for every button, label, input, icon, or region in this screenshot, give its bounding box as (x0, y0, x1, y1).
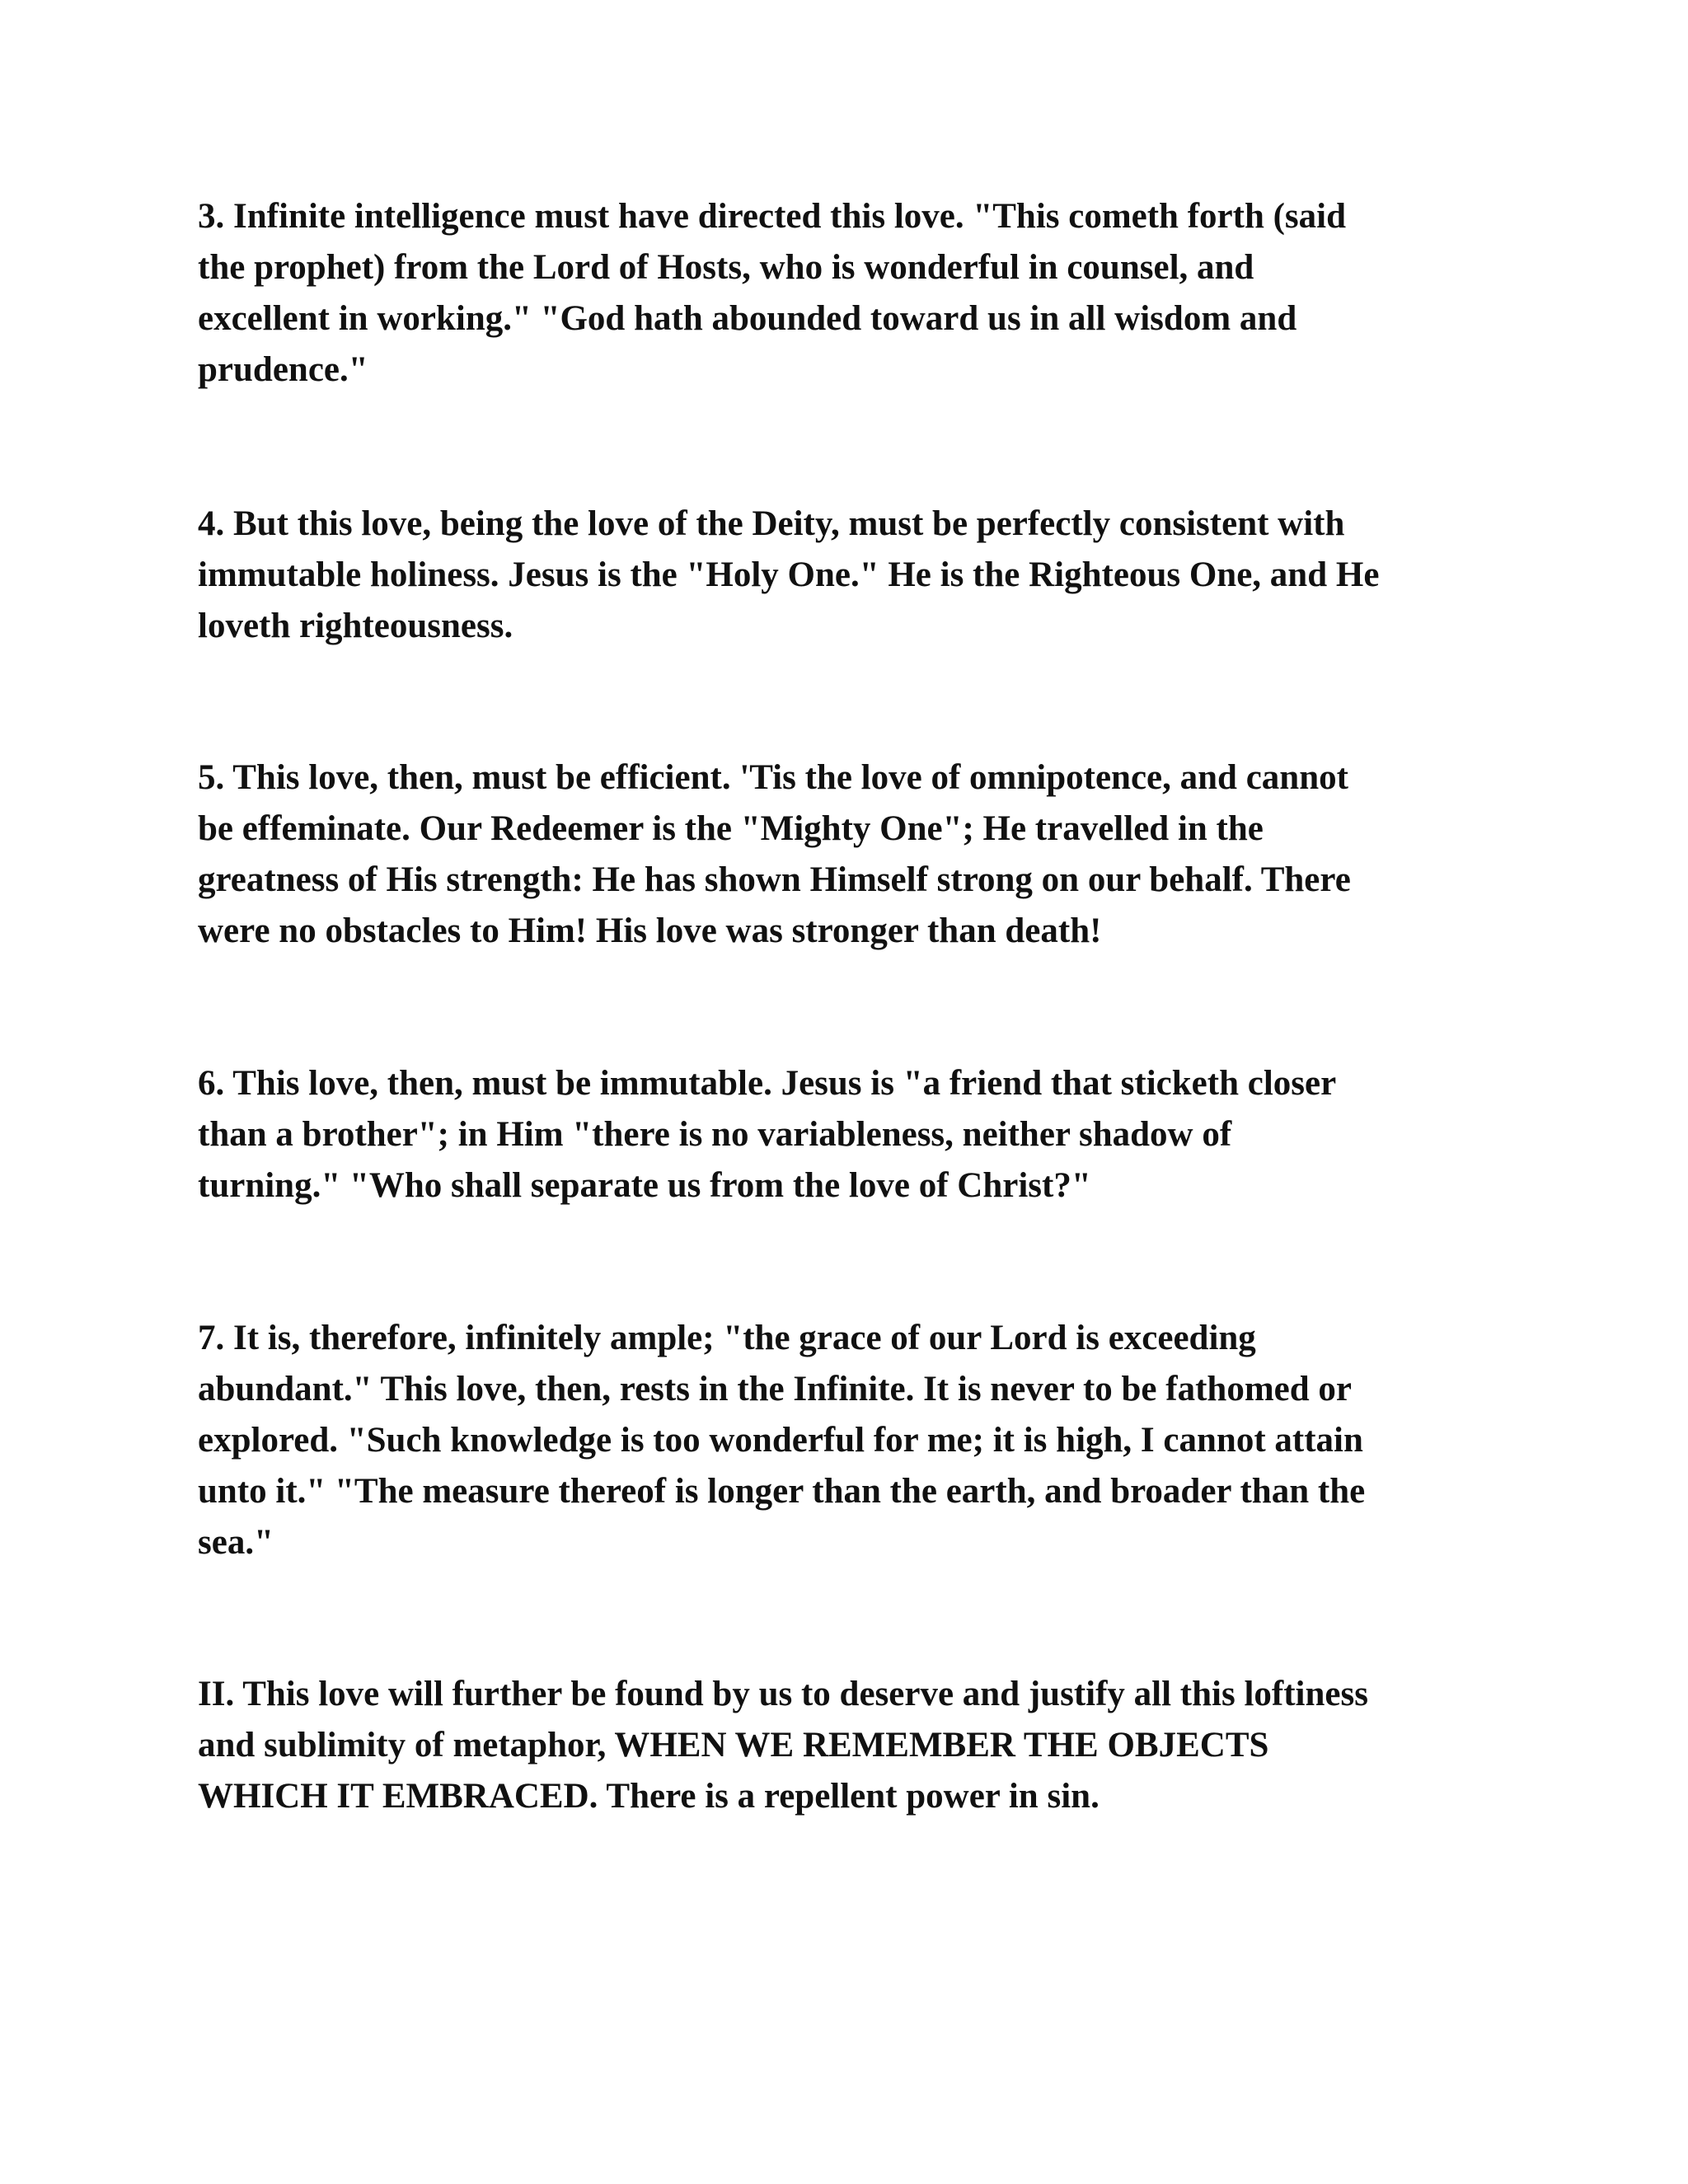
paragraph-4 (198, 499, 1500, 652)
text-line: 5. This love, then, must be efficient. 'Tis the love of omnipotence, and cannot (198, 758, 1348, 797)
text-line: 3. Infinite intelligence must have directed this love. "This cometh forth (said (198, 197, 1347, 236)
paragraph-5 (198, 752, 1500, 957)
text-line: explored. "Such knowledge is too wonderful for me; it is high, I cannot attain (198, 1421, 1363, 1460)
text-line: were no obstacles to Him! His love was stronger than death! (198, 912, 1102, 950)
text-line: the prophet) from the Lord of Hosts, who is wonderful in counsel, and (198, 248, 1254, 287)
paragraph-7 (198, 1313, 1500, 1568)
text-line: immutable holiness. Jesus is the "Holy One." He is the Righteous One, and He (198, 555, 1380, 594)
text-line: WHICH IT EMBRACED. There is a repellent power in sin. (198, 1777, 1100, 1816)
text-line: turning." "Who shall separate us from the love of Christ?" (198, 1166, 1091, 1205)
text-line: and sublimity of metaphor, WHEN WE REMEMBER THE OBJECTS (198, 1726, 1269, 1765)
text-line: II. This love will further be found by us to deserve and justify all this loftiness (198, 1675, 1368, 1713)
text-line: abundant." This love, then, rests in the Infinite. It is never to be fathomed or (198, 1370, 1352, 1408)
text-line: sea." (198, 1523, 274, 1562)
text-line: greatness of His strength: He has shown Himself strong on our behalf. There (198, 860, 1351, 899)
text-line: 6. This love, then, must be immutable. Jesus is "a friend that sticketh closer (198, 1064, 1337, 1103)
paragraph-ii (198, 1669, 1500, 1822)
paragraph-6 (198, 1058, 1500, 1212)
text-line: unto it." "The measure thereof is longer than the earth, and broader than the (198, 1472, 1366, 1511)
text-line: 4. But this love, being the love of the Deity, must be perfectly consistent with (198, 504, 1345, 543)
text-line: than a brother"; in Him "there is no variableness, neither shadow of (198, 1115, 1232, 1154)
text-line: 7. It is, therefore, infinitely ample; "the grace of our Lord is exceeding (198, 1319, 1256, 1357)
text-line: be effeminate. Our Redeemer is the "Mighty One"; He travelled in the (198, 809, 1264, 848)
paragraph-3 (198, 191, 1500, 396)
text-line: excellent in working." "God hath abounded toward us in all wisdom and (198, 299, 1297, 338)
text-line: loveth righteousness. (198, 607, 513, 645)
text-line: prudence." (198, 350, 368, 389)
